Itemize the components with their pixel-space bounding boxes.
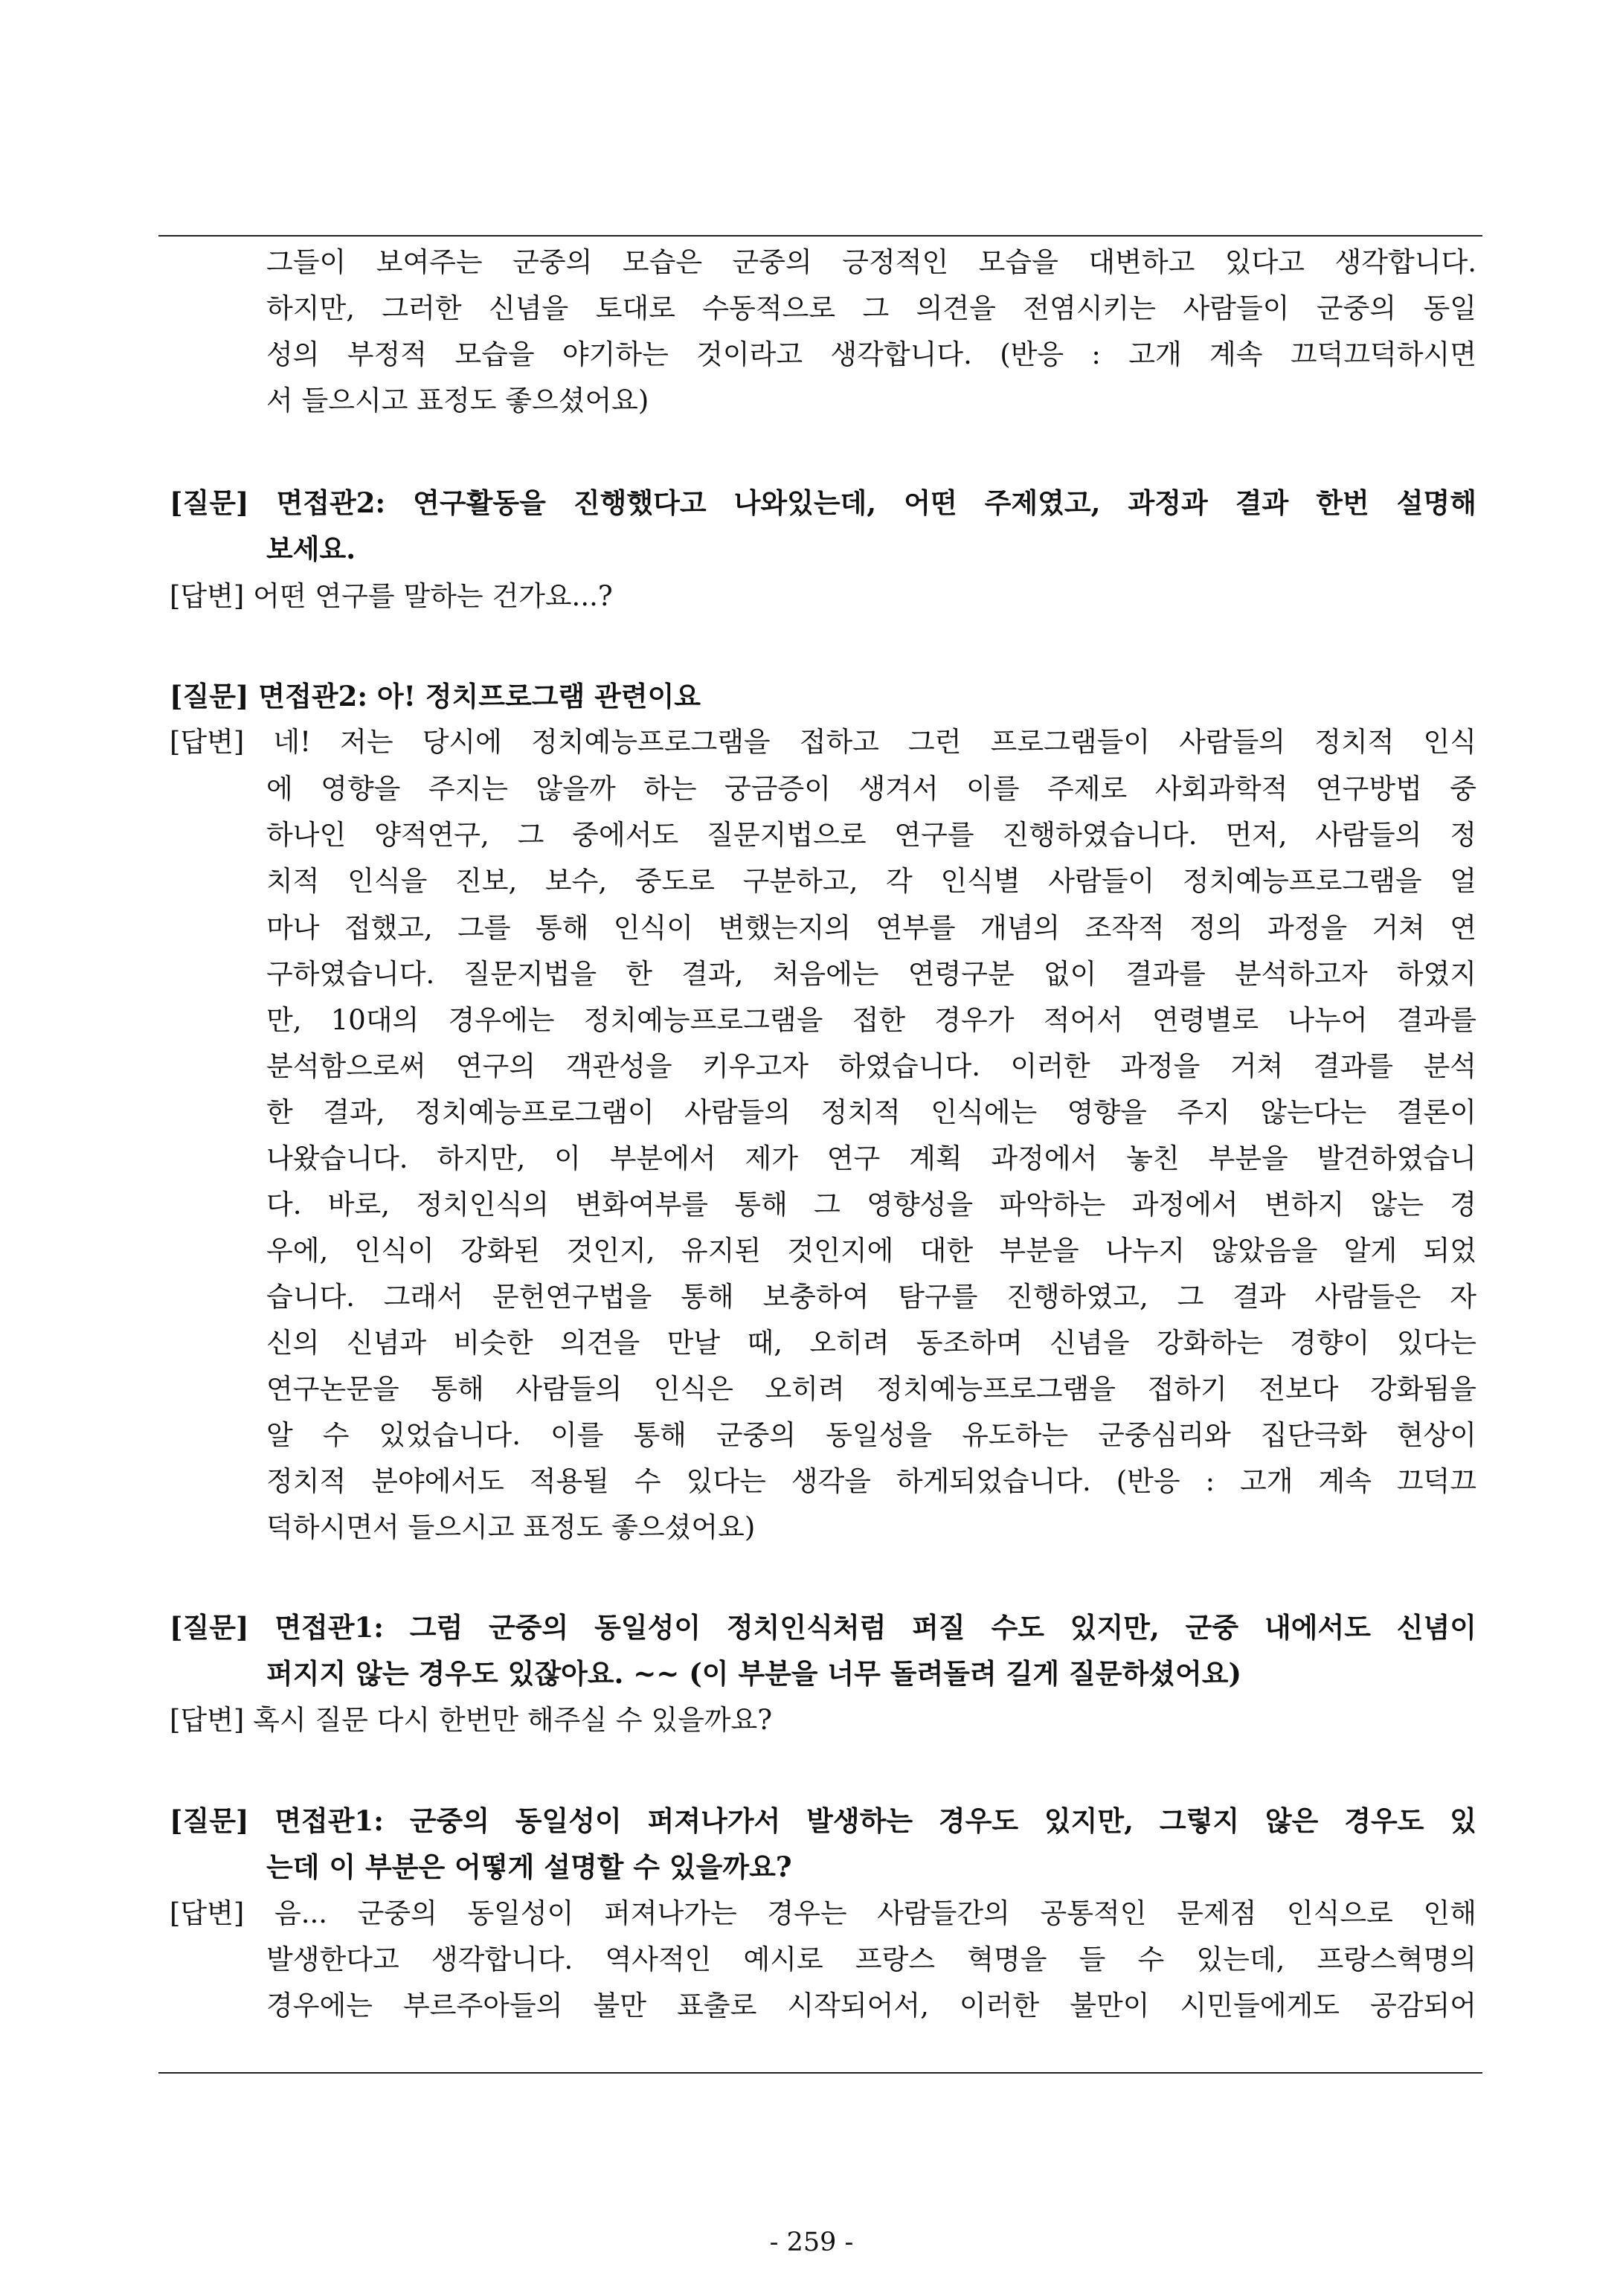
text-line: 퍼지지 않는 경우도 있잖아요. ~~ (이 부분을 너무 돌려돌려 길게 질문하셨어요) [266, 1657, 1241, 1690]
text-line: 서 들으시고 표정도 좋으셨어요) [266, 385, 649, 417]
text-line: [답변] 음... 군중의 동일성이 퍼져나가는 경우는 사람들간의 공통적인 문제점 인식으로 인해 [170, 1897, 1476, 1929]
text-line: 보세요. [266, 533, 356, 565]
text-line: [질문] 면접관2: 연구활동을 진행했다고 나와있는데, 어떤 주제였고, 과정과 결과 한번 설명해 [170, 486, 1476, 519]
header-rule [158, 235, 1482, 237]
text-line: [질문] 면접관1: 그럼 군중의 동일성이 정치인식처럼 퍼질 수도 있지만, 군중 내에서도 신념이 [170, 1611, 1476, 1644]
text-line: 알 수 있었습니다. 이를 통해 군중의 동일성을 유도하는 군중심리와 집단극화 현상이 [266, 1419, 1476, 1451]
text-line: 발생한다고 생각합니다. 역사적인 예시로 프랑스 혁명을 들 수 있는데, 프랑스혁명의 [266, 1943, 1476, 1975]
text-line: 구하였습니다. 질문지법을 한 결과, 처음에는 연령구분 없이 결과를 분석하고자 하였지 [266, 958, 1476, 990]
text-line: 하나인 양적연구, 그 중에서도 질문지법으로 연구를 진행하였습니다. 먼저, 사람들의 정 [266, 819, 1476, 851]
text-line: 에 영향을 주지는 않을까 하는 궁금증이 생겨서 이를 주제로 사회과학적 연구방법 중 [266, 773, 1476, 805]
text-line: [답변] 어떤 연구를 말하는 건가요...? [170, 580, 613, 612]
text-line: [답변] 혹시 질문 다시 한번만 해주실 수 있을까요? [170, 1704, 773, 1736]
text-line: 분석함으로써 연구의 객관성을 키우고자 하였습니다. 이러한 과정을 거쳐 결과를 분석 [266, 1050, 1476, 1082]
text-line: [질문] 면접관2: 아! 정치프로그램 관련이요 [170, 680, 701, 713]
text-line: 한 결과, 정치예능프로그램이 사람들의 정치적 인식에는 영향을 주지 않는다는 결론이 [266, 1096, 1476, 1128]
text-line: 덕하시면서 들으시고 표정도 좋으셨어요) [266, 1511, 756, 1543]
text-line: 그들이 보여주는 군중의 모습은 군중의 긍정적인 모습을 대변하고 있다고 생각합니다. [266, 246, 1476, 278]
text-line: [답변] 네! 저는 당시에 정치예능프로그램을 접하고 그런 프로그램들이 사람들의 정치적 인식 [170, 726, 1476, 758]
text-line: 마나 접했고, 그를 통해 인식이 변했는지의 연부를 개념의 조작적 정의 과정을 거쳐 연 [266, 912, 1476, 944]
text-line: 나왔습니다. 하지만, 이 부분에서 제가 연구 계획 과정에서 놓친 부분을 발견하였습니 [266, 1142, 1476, 1174]
text-line: 신의 신념과 비슷한 의견을 만날 때, 오히려 동조하며 신념을 강화하는 경향이 있다는 [266, 1327, 1476, 1359]
text-line: 하지만, 그러한 신념을 토대로 수동적으로 그 의견을 전염시키는 사람들이 군중의 동일 [266, 292, 1476, 324]
text-line: [질문] 면접관1: 군중의 동일성이 퍼져나가서 발생하는 경우도 있지만, 그렇지 않은 경우도 있 [170, 1804, 1476, 1837]
text-line: 연구논문을 통해 사람들의 인식은 오히려 정치예능프로그램을 접하기 전보다 강화됨을 [266, 1373, 1476, 1405]
text-line: 성의 부정적 모습을 야기하는 것이라고 생각합니다. (반응 : 고개 계속 끄덕끄덕하시면 [266, 338, 1476, 370]
text-line: 우에, 인식이 강화된 것인지, 유지된 것인지에 대한 부분을 나누지 않았음을 알게 되었 [266, 1235, 1476, 1267]
text-line: 습니다. 그래서 문헌연구법을 통해 보충하여 탐구를 진행하였고, 그 결과 사람들은 자 [266, 1281, 1476, 1313]
text-line: 정치적 분야에서도 적용될 수 있다는 생각을 하게되었습니다. (반응 : 고개 계속 끄덕끄 [266, 1465, 1476, 1497]
page-number: - 259 - [769, 2228, 854, 2257]
text-line: 만, 10대의 경우에는 정치예능프로그램을 접한 경우가 적어서 연령별로 나누어 결과를 [266, 1004, 1476, 1036]
text-line: 경우에는 부르주아들의 불만 표출로 시작되어서, 이러한 불만이 시민들에게도 공감되어 [266, 1990, 1476, 2022]
text-line: 는데 이 부분은 어떻게 설명할 수 있을까요? [266, 1850, 792, 1883]
text-line: 다. 바로, 정치인식의 변화여부를 통해 그 영향성을 파악하는 과정에서 변하지 않는 경 [266, 1189, 1476, 1221]
footer-rule [158, 2072, 1482, 2074]
text-line: 치적 인식을 진보, 보수, 중도로 구분하고, 각 인식별 사람들이 정치예능프로그램을 얼 [266, 865, 1476, 897]
